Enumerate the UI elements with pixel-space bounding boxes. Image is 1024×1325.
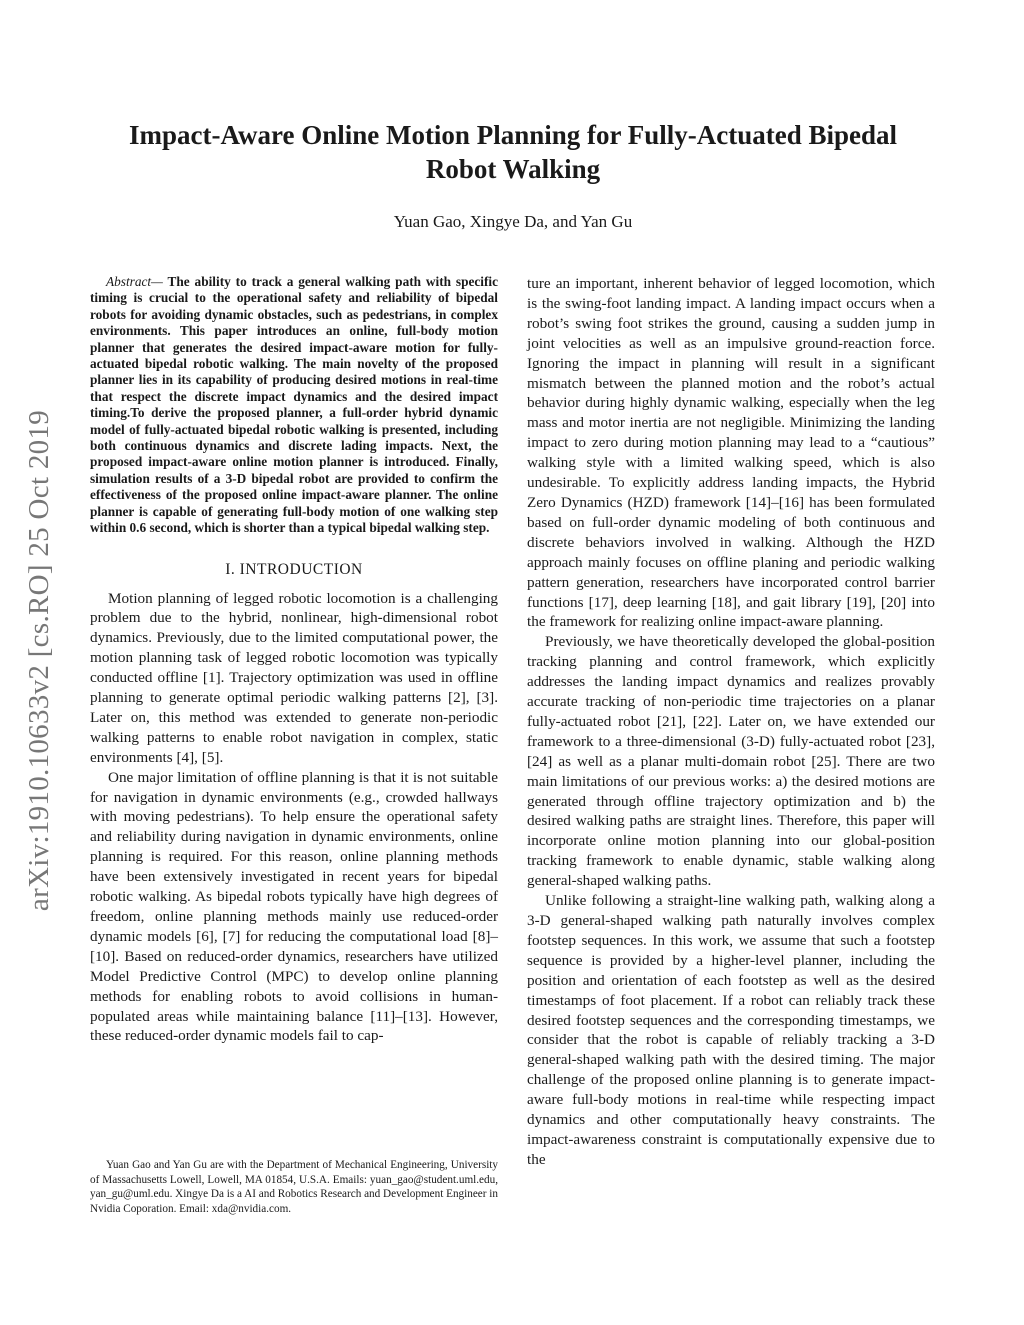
right-column bbox=[527, 274, 935, 1170]
abstract bbox=[90, 274, 498, 537]
section-heading-introduction: I. INTRODUCTION bbox=[225, 560, 363, 578]
arxiv-identifier: arXiv:1910.10633v2 [cs.RO] 25 Oct 2019 bbox=[23, 409, 56, 911]
author-footnote: Yuan Gao and Yan Gu are with the Department of Mechanical Engineering, University of Massachusetts Lowell, Lowell, MA 01854, U.S.A. Emails: yuan_gao@student.uml.edu, yan_gu@uml.edu. Xingye Da is a AI and Robotics Research and Development Engineer in Nvidia Coporation. Email: xda@nvidia.com. bbox=[90, 1159, 498, 1215]
abstract-label: Abstract— bbox=[106, 274, 163, 289]
intro-paragraph-2-continued: ture an important, inherent behavior of legged locomotion, which is the swing-foot landing impact. A landing impact occurs when a robot’s swing foot strikes the ground, causing a sudden jump in joint velocities as well as an impulsive ground-reaction force. Ignoring the impact in planning will result in a significant mismatch between the planned motion and the robot’s actual behavior during highly dynamic walking, especially when the leg mass and motor inertia are not negligible. Minimizing the landing impact to zero during motion planning may lead to a “cautious” walking style with a limited walking speed, which is also undesirable. To explicitly address landing impacts, the Hybrid Zero Dynamics (HZD) framework [14]–[16] has been formulated based on full-order dynamic modeling of both continuous and discrete behaviors involved in walking. Although the HZD approach mainly focuses on offline planing and periodic walking pattern generation, researchers have incorporated control barrier functions [17], deep learning [18], and gait library [19], [20] into the framework for realizing online impact-aware planning. bbox=[527, 275, 935, 631]
intro-paragraph-2: One major limitation of offline planning is that it is not suitable for navigation in dynamic environments (e.g., crowded hallways with moving pedestrians). To help ensure the operational safety and reliability during navigation in dynamic environments, online planning is required. For this reason, online planning methods have been extensively investigated in recent years for bipedal robotic walking. As bipedal robots typically have high degrees of freedom, online planning methods mainly use reduced-order dynamic models [6], [7] for reducing the computational load [8]–[10]. Based on reduced-order dynamics, researchers have utilized Model Predictive Control (MPC) to develop online planning methods for enabling robots to avoid collisions in human-populated areas while maintaining balance [11]–[13]. However, these reduced-order dynamic models fail to cap- bbox=[90, 768, 498, 1045]
paper-title: Impact-Aware Online Motion Planning for Fully-Actuated Bipedal Robot Walking bbox=[128, 120, 897, 184]
intro-paragraph-3: Previously, we have theoretically developed the global-position tracking planning and control framework, which explicitly addresses the landing impact dynamics and realizes provably accurate tracking of non-periodic time trajectories on a planar fully-actuated robot [21], [22]. Later on, we have extended our framework to a three-dimensional (3-D) fully-actuated robot [23], [24] as well as a planar multi-domain robot [25]. There are two main limitations of our previous works: a) the desired motions are generated through offline trajectory optimization and b) the desired walking paths are straight lines. Therefore, this paper will incorporate online motion planning into our global-position tracking framework to enable dynamic, stable walking along general-shaped walking paths. bbox=[527, 633, 935, 890]
intro-paragraph-1: Motion planning of legged robotic locomotion is a challenging problem due to the hybrid, nonlinear, high-dimensional robot dynamics. Previously, due to the limited computational power, the motion planning task of legged robotic locomotion was typically conducted offline [1]. Trajectory optimization was used in offline planning to generate optimal periodic walking patterns [2], [3]. Later on, this method was extended to generate non-periodic walking patterns to enable robot navigation in complex, static environments [4], [5]. bbox=[90, 589, 498, 766]
paper-authors: Yuan Gao, Xingye Da, and Yan Gu bbox=[393, 212, 633, 231]
arxiv-sidebar bbox=[18, 340, 62, 980]
left-column bbox=[90, 274, 498, 1046]
intro-paragraph-4: Unlike following a straight-line walking path, walking along a 3-D general-shaped walking path naturally involves complex footstep sequences. In this work, we assume that such a footstep sequence is provided by a higher-level planner, including the position and orientation of each footstep as well as the desired timestamps of foot placement. If a robot can reliably track these desired footstep sequences and the corresponding timestamps, we consider that the robot is capable of reliably tracking a 3-D general-shaped walking path with the desired timing. The major challenge of the proposed online planning is to generate impact-aware full-body motions in real-time while respecting impact dynamics and other computationally heavy constraints. The impact-awareness constraint is computationally expensive due to the bbox=[527, 892, 935, 1168]
abstract-text: The ability to track a general walking path with specific timing is crucial to the operational safety and reliability of bipedal robots for avoiding dynamic obstacles, such as pedestrians, in complex environments. This paper introduces an online, full-body motion planner that generates the desired impact-aware motion for fully-actuated bipedal robotic walking. The main novelty of the proposed planner lies in its capability of producing desired motions in real-time that respect the discrete impact dynamics and the desired impact timing.To derive the proposed planner, a full-order hybrid dynamic model of fully-actuated bipedal robotic walking is presented, including both continuous dynamics and discrete lading impacts. Next, the proposed impact-aware online motion planner is introduced. Finally, simulation results of a 3-D bipedal robot are provided to confirm the effectiveness of the proposed online impact-aware planner. The online planner is capable of generating full-body motion of one walking step within 0.6 second, which is shorter than a typical bipedal walking step. bbox=[90, 274, 498, 536]
